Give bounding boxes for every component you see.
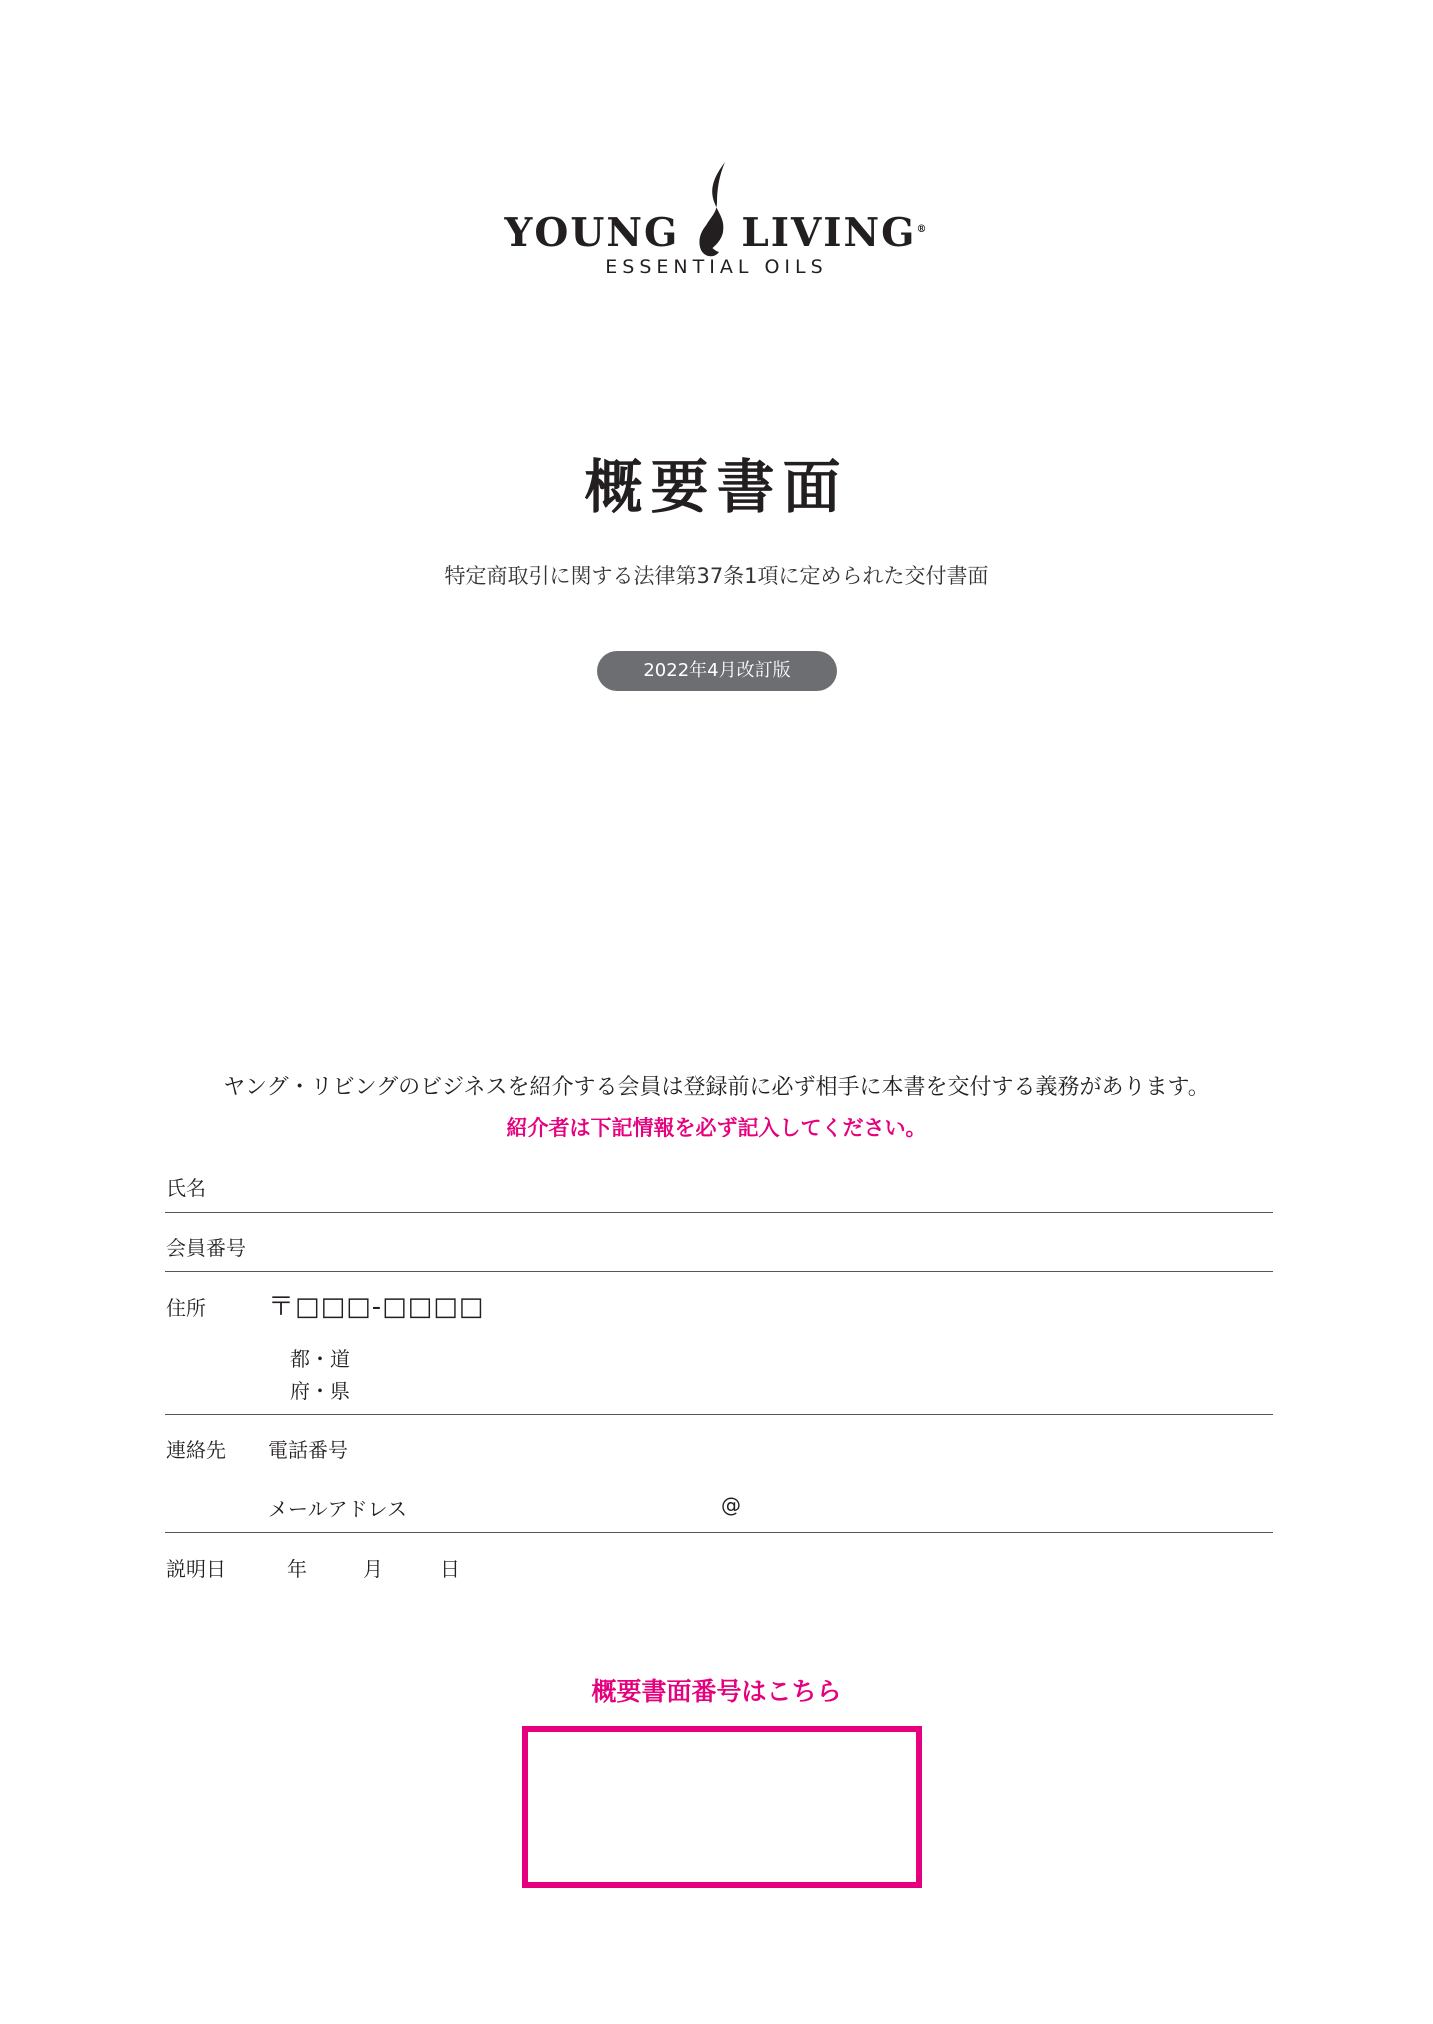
registered-mark: ®	[916, 224, 929, 235]
logo-word-right: LIVING	[741, 210, 917, 256]
document-subtitle: 特定商取引に関する法律第37条1項に定められた交付書面	[444, 564, 989, 588]
email-at-sign: @	[721, 1493, 741, 1517]
postal-code-field[interactable]: 〒□□□-□□□□	[268, 1292, 485, 1322]
email-label: メールアドレス	[268, 1497, 407, 1521]
phone-label: 電話番号	[268, 1438, 348, 1462]
logo-wordmark	[0, 210, 1433, 256]
date-label: 説明日	[166, 1557, 226, 1581]
prefecture-line1: 都・道	[290, 1347, 350, 1371]
year-unit: 年	[287, 1557, 307, 1581]
summary-number-box[interactable]	[522, 1726, 922, 1888]
document-title: 概要書面	[584, 453, 849, 521]
address-field-line[interactable]	[165, 1414, 1273, 1415]
summary-number-heading: 概要書面番号はこちら	[591, 1677, 842, 1706]
address-label: 住所	[166, 1296, 206, 1320]
name-field-line[interactable]	[165, 1212, 1273, 1213]
revision-badge: 2022年4月改訂版	[597, 651, 837, 691]
month-unit: 月	[363, 1557, 383, 1581]
name-label: 氏名	[166, 1176, 206, 1200]
contact-label: 連絡先	[166, 1438, 226, 1462]
contact-field-line[interactable]	[165, 1532, 1273, 1533]
member-number-field-line[interactable]	[165, 1271, 1273, 1272]
logo-tagline: ESSENTIAL OILS	[605, 256, 828, 278]
prefecture-line2: 府・県	[290, 1379, 350, 1403]
day-unit: 日	[440, 1557, 460, 1581]
notice-instruction: 紹介者は下記情報を必ず記入してください。	[506, 1116, 927, 1140]
logo-word-left: YOUNG	[504, 210, 680, 256]
member-number-label: 会員番号	[166, 1236, 246, 1260]
notice-text: ヤング・リビングのビジネスを紹介する会員は登録前に必ず相手に本書を交付する義務があります。	[223, 1075, 1210, 1100]
